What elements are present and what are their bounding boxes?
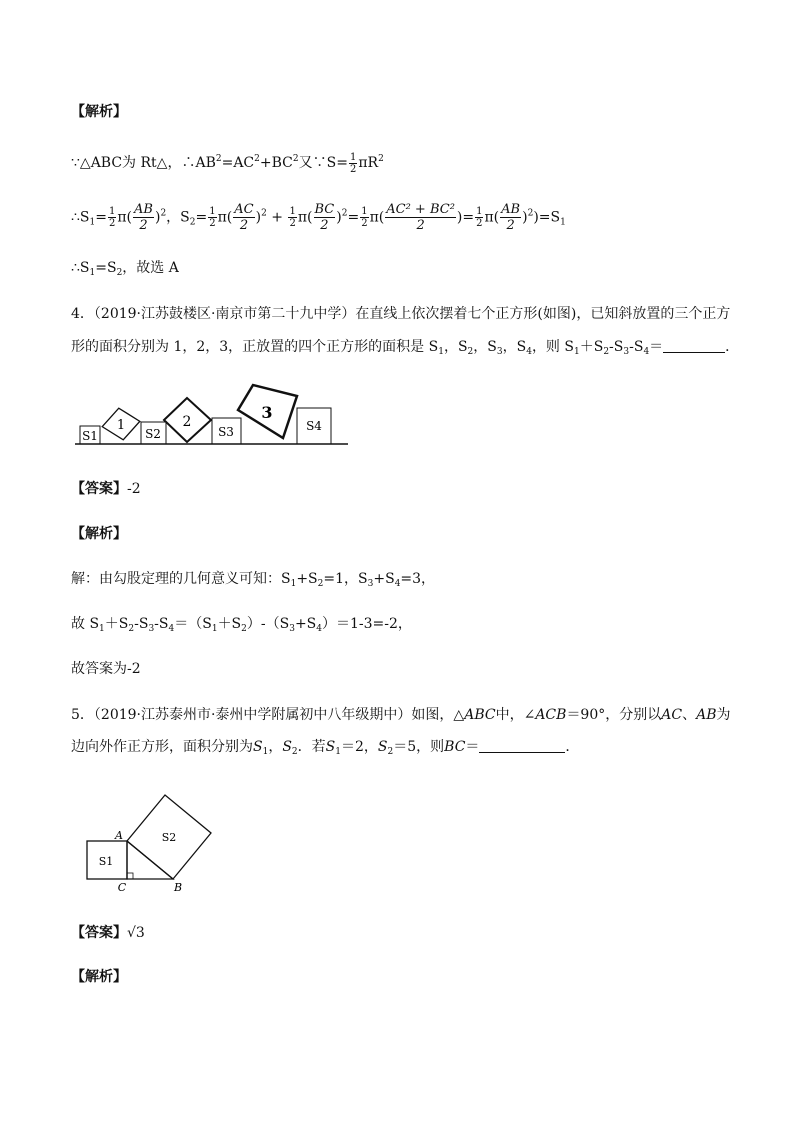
question-4-solution-2: 故 $S_1+S_2-S_3-S_4=(S_1+S_2)-(S_3+S_4)=1-3=-2$，: [71, 616, 412, 634]
label-s2: S2: [161, 831, 177, 844]
label-3: 3: [261, 403, 273, 422]
question-4-solution-1: 解：由勾股定理的几何意义可知：$S_1+S_2=1$，$S_3+S_4=3$，: [71, 571, 436, 589]
label-s1: S1: [82, 429, 98, 443]
label-s1: S1: [98, 855, 114, 868]
question-5-line-2: 边向外作正方形，面积分别为$S_1$，$S_2$．若$S_1=2$，$S_2=5$，则BC＝ ．: [71, 739, 580, 757]
analysis-label: 【解析】: [71, 104, 127, 120]
label-s3: S3: [218, 425, 234, 439]
question-4-analysis-label: 【解析】: [71, 526, 127, 542]
question-5-line-1: 5．（2019·江苏泰州市·泰州中学附属初中八年级期中）如图，△ABC中，∠ACB＝90°，分别以AC、AB为: [71, 707, 731, 723]
label-s4: S4: [306, 419, 322, 433]
solution-line-3: $\therefore S_1=S_2$，故选 A: [71, 260, 179, 278]
label-c: C: [117, 881, 127, 894]
label-1: 1: [116, 418, 126, 433]
label-b: B: [173, 881, 183, 894]
squares-on-line-figure: [75, 378, 350, 450]
label-2: 2: [182, 414, 192, 430]
label-a: A: [115, 829, 123, 842]
solution-line-1: ∵△ABC为 Rt△，$\therefore AB^2=AC^2+BC^2$又∵S= $\frac{1}{2}$ $\pi R^2$: [71, 151, 384, 175]
answer-blank: [479, 752, 565, 753]
right-triangle-squares-figure: [80, 785, 220, 895]
question-5-answer: 【答案】√3: [71, 925, 145, 941]
label-s2: S2: [145, 427, 161, 441]
question-4-line-2: 形的面积分别为 1，2，3，正放置的四个正方形的面积是 $S_1$，$S_2$，$S_3$，$S_4$，则 $S_1+S_2-S_3-S_4=$ ．: [71, 339, 740, 357]
question-4-solution-3: 故答案为-2: [71, 661, 141, 677]
question-4-line-1: 4．（2019·江苏鼓楼区·南京市第二十九中学）在直线上依次摆着七个正方形(如图)，已知斜放置的三个正方: [71, 306, 731, 322]
answer-blank: [663, 352, 725, 353]
question-5-analysis-label: 【解析】: [71, 969, 127, 985]
question-4-answer: 【答案】-2: [71, 481, 141, 497]
solution-line-2: $\therefore S_1=$ $\frac{1}{2}$ π( $\frac{AB}{2}$ )$^2$，$S_2=$ $\frac{1}{2}$ π( $\frac{AC}{2}$ )$^2$ + $\frac{1}{2}$ π( $\frac{BC}{2}$ )$^2$= $\frac{1}{2}$ π( $\frac{\text{AC² + BC²}}{2}$ )= $\frac{1}{2}$ π( $\frac{AB}{2}$ )$^2)=S_1$: [71, 202, 566, 233]
